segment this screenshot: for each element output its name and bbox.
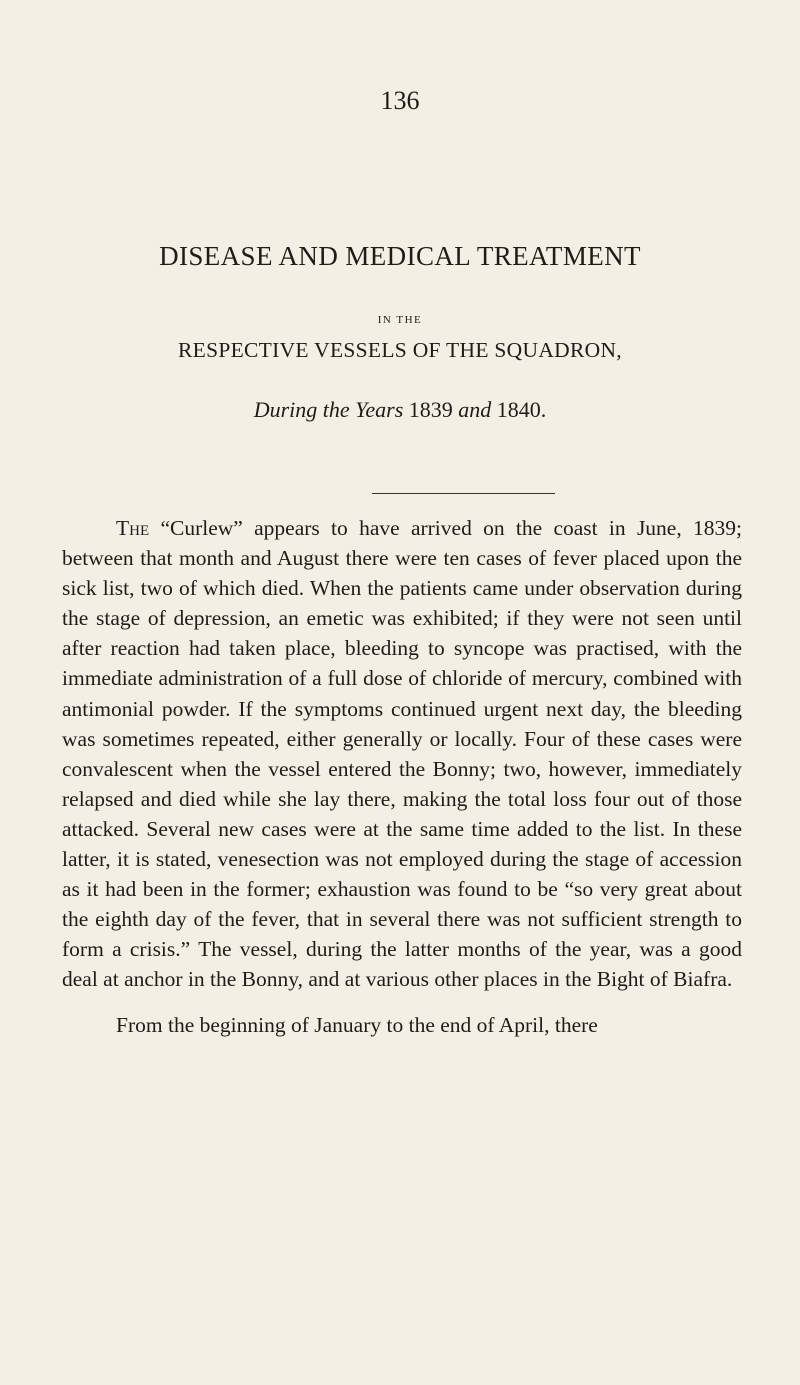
page-number: 136 — [380, 86, 420, 115]
years-prefix: During the Years — [253, 397, 404, 422]
paragraph-1-lead: The — [116, 516, 150, 540]
chapter-title: DISEASE AND MEDICAL TREATMENT — [159, 241, 641, 271]
body-text — [62, 513, 742, 1040]
years-heading — [0, 397, 800, 423]
paragraph-1 — [62, 513, 742, 995]
year-1840: 1840. — [496, 397, 547, 422]
chapter-subtitle: RESPECTIVE VESSELS OF THE SQUADRON, — [178, 338, 622, 362]
years-and: and — [458, 397, 492, 422]
title-connector: IN THE — [377, 314, 423, 326]
paragraph-1-text: “Curlew” appears to have arrived on the coast in June, 1839; between that month and August there were ten cases of fever placed upon the sick list, two of which died. When the patients came under observation during the stage of depression, an emetic was exhibited; if they were not seen until after reaction had taken place, bleeding to syncope was practised, with the immediate administration of a full dose of chloride of mercury, combined with antimonial powder. If the symptoms continued urgent next day, the bleeding was sometimes repeated, either generally or locally. Four of these cases were convalescent when the vessel entered the Bonny; two, however, immediately relapsed and died while she lay there, making the total loss four out of those attacked. Several new cases were at the same time added to the list. In these latter, it is stated, venesection was not employed during the stage of accession as it had been in the former; exhaustion was found to be “so very great about the eighth day of the fever, that in several there was not sufficient strength to form a crisis.” The vessel, during the latter months of the year, was a good deal at anchor in the Bonny, and at various other places in the Bight of Biafra. — [62, 516, 742, 992]
year-1839: 1839 — [408, 397, 453, 422]
paragraph-2: From the beginning of January to the end of April, there — [116, 1012, 598, 1037]
section-divider — [372, 493, 555, 494]
